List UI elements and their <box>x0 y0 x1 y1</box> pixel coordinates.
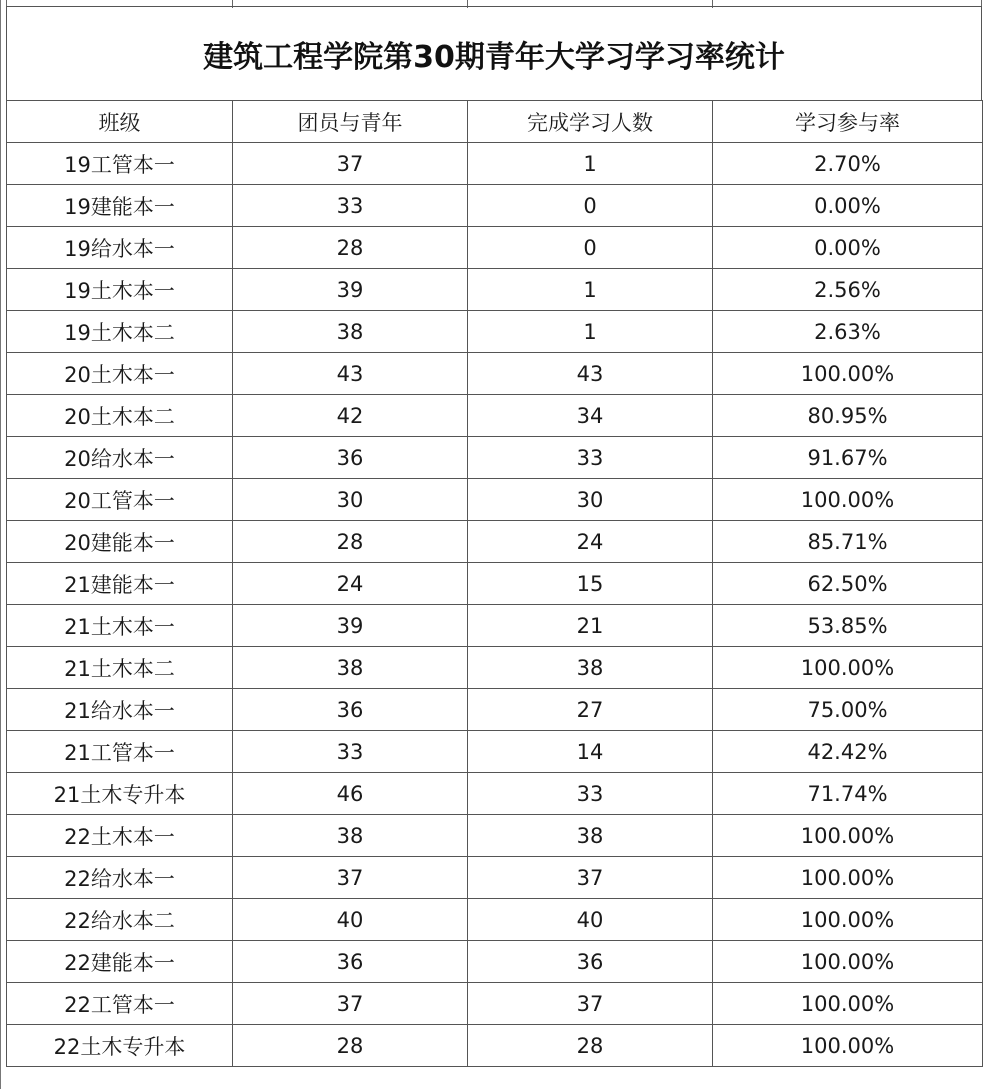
table-row <box>7 395 983 437</box>
members-cell: 28 <box>233 521 468 563</box>
column-header-class: 班级 <box>7 101 233 143</box>
class-cell: 22给水本一 <box>7 857 233 899</box>
completed-cell: 27 <box>468 689 713 731</box>
completed-cell: 1 <box>468 311 713 353</box>
class-cell: 20工管本一 <box>7 479 233 521</box>
rate-cell: 85.71% <box>713 521 983 563</box>
completed-cell: 34 <box>468 395 713 437</box>
class-cell: 22建能本一 <box>7 941 233 983</box>
class-cell: 22给水本二 <box>7 899 233 941</box>
class-cell: 19给水本一 <box>7 227 233 269</box>
members-cell: 42 <box>233 395 468 437</box>
members-cell: 40 <box>233 899 468 941</box>
rate-cell: 62.50% <box>713 563 983 605</box>
completed-cell: 21 <box>468 605 713 647</box>
members-cell: 38 <box>233 815 468 857</box>
rate-cell: 53.85% <box>713 605 983 647</box>
class-cell: 19土木本一 <box>7 269 233 311</box>
statistics-table <box>6 100 983 1067</box>
rate-cell: 100.00% <box>713 941 983 983</box>
rate-cell: 100.00% <box>713 353 983 395</box>
completed-cell: 33 <box>468 773 713 815</box>
table-row <box>7 311 983 353</box>
completed-cell: 36 <box>468 941 713 983</box>
rate-cell: 2.63% <box>713 311 983 353</box>
rate-cell: 100.00% <box>713 815 983 857</box>
class-cell: 19土木本二 <box>7 311 233 353</box>
table-row <box>7 563 983 605</box>
rate-cell: 0.00% <box>713 185 983 227</box>
completed-cell: 14 <box>468 731 713 773</box>
class-cell: 22工管本一 <box>7 983 233 1025</box>
rate-cell: 2.70% <box>713 143 983 185</box>
rate-cell: 0.00% <box>713 227 983 269</box>
sheet-left-gridline <box>0 0 1 1089</box>
rate-cell: 100.00% <box>713 479 983 521</box>
members-cell: 39 <box>233 605 468 647</box>
table-row <box>7 857 983 899</box>
table-row <box>7 815 983 857</box>
members-cell: 46 <box>233 773 468 815</box>
members-cell: 37 <box>233 857 468 899</box>
completed-cell: 33 <box>468 437 713 479</box>
table-title: 建筑工程学院第30期青年大学习学习率统计 <box>6 6 982 101</box>
completed-cell: 38 <box>468 815 713 857</box>
rate-cell: 91.67% <box>713 437 983 479</box>
members-cell: 38 <box>233 311 468 353</box>
class-cell: 19建能本一 <box>7 185 233 227</box>
members-cell: 37 <box>233 983 468 1025</box>
rate-cell: 100.00% <box>713 857 983 899</box>
table-row <box>7 437 983 479</box>
table-row <box>7 647 983 689</box>
table-row <box>7 521 983 563</box>
class-cell: 21土木专升本 <box>7 773 233 815</box>
completed-cell: 38 <box>468 647 713 689</box>
column-header-completed: 完成学习人数 <box>468 101 713 143</box>
table-row <box>7 941 983 983</box>
class-cell: 22土木专升本 <box>7 1025 233 1067</box>
members-cell: 37 <box>233 143 468 185</box>
column-header-rate: 学习参与率 <box>713 101 983 143</box>
class-cell: 20土木本一 <box>7 353 233 395</box>
members-cell: 39 <box>233 269 468 311</box>
members-cell: 30 <box>233 479 468 521</box>
completed-cell: 37 <box>468 857 713 899</box>
table-row <box>7 689 983 731</box>
class-cell: 20土木本二 <box>7 395 233 437</box>
members-cell: 36 <box>233 941 468 983</box>
rate-cell: 42.42% <box>713 731 983 773</box>
class-cell: 21工管本一 <box>7 731 233 773</box>
completed-cell: 30 <box>468 479 713 521</box>
class-cell: 20建能本一 <box>7 521 233 563</box>
rate-cell: 75.00% <box>713 689 983 731</box>
class-cell: 21土木本二 <box>7 647 233 689</box>
members-cell: 36 <box>233 689 468 731</box>
table-row <box>7 731 983 773</box>
table-row <box>7 773 983 815</box>
members-cell: 24 <box>233 563 468 605</box>
rate-cell: 100.00% <box>713 647 983 689</box>
rate-cell: 100.00% <box>713 899 983 941</box>
rate-cell: 71.74% <box>713 773 983 815</box>
table-row <box>7 479 983 521</box>
class-cell: 21建能本一 <box>7 563 233 605</box>
members-cell: 28 <box>233 1025 468 1067</box>
completed-cell: 40 <box>468 899 713 941</box>
class-cell: 19工管本一 <box>7 143 233 185</box>
table-row <box>7 1025 983 1067</box>
class-cell: 20给水本一 <box>7 437 233 479</box>
rate-cell: 100.00% <box>713 983 983 1025</box>
class-cell: 21土木本一 <box>7 605 233 647</box>
table-row <box>7 899 983 941</box>
completed-cell: 1 <box>468 269 713 311</box>
class-cell: 22土木本一 <box>7 815 233 857</box>
completed-cell: 15 <box>468 563 713 605</box>
rate-cell: 80.95% <box>713 395 983 437</box>
members-cell: 33 <box>233 731 468 773</box>
table-row <box>7 983 983 1025</box>
table-row <box>7 143 983 185</box>
table-row <box>7 605 983 647</box>
members-cell: 36 <box>233 437 468 479</box>
members-cell: 38 <box>233 647 468 689</box>
completed-cell: 24 <box>468 521 713 563</box>
completed-cell: 0 <box>468 185 713 227</box>
completed-cell: 28 <box>468 1025 713 1067</box>
rate-cell: 2.56% <box>713 269 983 311</box>
class-cell: 21给水本一 <box>7 689 233 731</box>
completed-cell: 0 <box>468 227 713 269</box>
table-row <box>7 227 983 269</box>
column-header-members: 团员与青年 <box>233 101 468 143</box>
members-cell: 33 <box>233 185 468 227</box>
completed-cell: 37 <box>468 983 713 1025</box>
members-cell: 28 <box>233 227 468 269</box>
members-cell: 43 <box>233 353 468 395</box>
rate-cell: 100.00% <box>713 1025 983 1067</box>
completed-cell: 1 <box>468 143 713 185</box>
table-row <box>7 269 983 311</box>
header-row <box>7 101 983 143</box>
table-row <box>7 185 983 227</box>
table-row <box>7 353 983 395</box>
completed-cell: 43 <box>468 353 713 395</box>
